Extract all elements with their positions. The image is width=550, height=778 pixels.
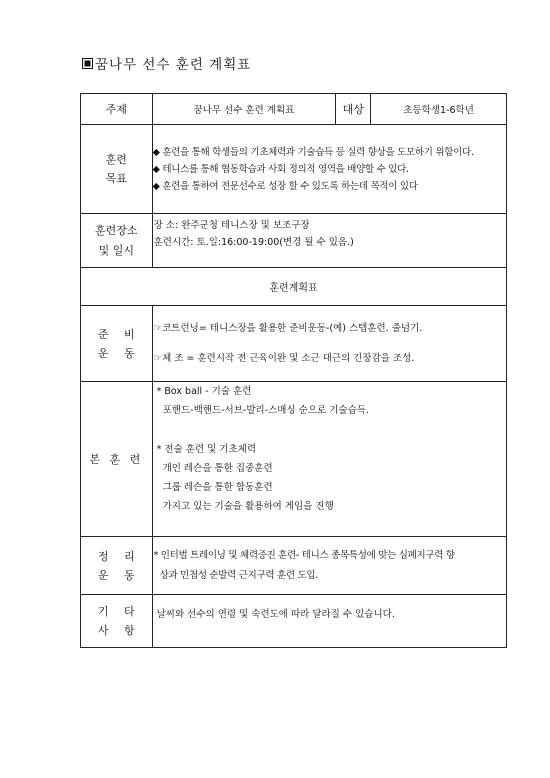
target-value: 초등학생1-6학년 (371, 94, 507, 125)
prep-row (81, 306, 507, 382)
cooldown-line: * 인터벌 트레이닝 및 체력증진 훈련- 테니스 종목특성에 맞는 심폐지구력 향 (153, 549, 455, 561)
cooldown-line: 상과 민첩성 순발력 근지구력 훈련 도입. (159, 569, 318, 581)
training-plan-table (80, 93, 507, 648)
cooldown-text (152, 537, 506, 595)
main-line: 가지고 있는 기술을 활용하여 게임을 진행 (156, 501, 334, 512)
topic-row (81, 94, 507, 125)
place-row (81, 214, 507, 268)
main-line: * 전술 훈련 및 기초체력 (156, 444, 257, 455)
etc-label (81, 595, 153, 648)
etc-row (81, 595, 507, 648)
goal-label (81, 125, 153, 214)
etc-label-line: 사 항 (97, 624, 141, 637)
place-label (81, 214, 153, 268)
prep-line: ☞체 조 = 훈련시작 전 근육이완 및 소근 대근의 긴장감을 조성. (153, 352, 415, 364)
place-text (152, 214, 506, 268)
place-line: 훈련시간: 토.일:16:00-19:00(변경 될 수 있음.) (153, 237, 354, 248)
prep-label-line: 준 비 (97, 327, 141, 341)
page-heading (82, 53, 251, 73)
place-line: 장 소: 완주군청 테니스장 및 보조구장 (153, 220, 310, 231)
main-training-row (81, 382, 507, 537)
main-line: 그룹 레슨을 통한 합동훈련 (156, 482, 273, 493)
main-line: * Box ball - 기술 훈련 (156, 386, 252, 397)
goal-line: ◆ 훈련을 통하여 전문선수로 성장 할 수 있도록 하는데 목적이 있다 (152, 180, 418, 192)
topic-value: 꿈나무 선수 훈련 계획표 (152, 94, 336, 125)
prep-text (152, 306, 506, 382)
goal-line: ◆ 훈련을 통해 학생들의 기초체력과 기술습득 등 실력 향상을 도모하기 위함이다. (152, 146, 474, 158)
cooldown-row (81, 537, 507, 595)
main-text (152, 382, 506, 537)
section-title: 훈련계획표 (81, 268, 507, 306)
cooldown-label (81, 537, 153, 595)
page-title: 꿈나무 선수 훈련 계획표 (95, 57, 252, 73)
place-label-line: 및 일시 (98, 243, 134, 257)
main-label: 본 훈 련 (81, 382, 153, 537)
cooldown-label-line: 정 리 (97, 549, 141, 563)
goal-row (81, 125, 507, 214)
etc-label-line: 기 타 (97, 605, 141, 618)
prep-line: ☞코트런닝= 테니스장을 활용한 준비운동-(예) 스텝훈련. 줄넘기. (153, 322, 423, 334)
etc-line: 날씨와 선수의 연령 및 숙련도에 따라 달라질 수 있습니다. (156, 609, 395, 620)
goal-label-line: 목표 (105, 172, 127, 185)
goal-text (152, 125, 506, 214)
place-label-line: 훈련장소 (95, 223, 138, 237)
cooldown-label-line: 운 동 (97, 568, 141, 582)
etc-text (152, 595, 506, 648)
prep-label-line: 운 동 (97, 346, 141, 360)
square-bullet-icon (82, 58, 93, 69)
prep-label (81, 306, 153, 382)
target-label: 대상 (336, 94, 371, 125)
main-spacer (157, 420, 506, 440)
main-line: 개인 레슨을 통한 집중훈련 (156, 463, 273, 474)
goal-line: ◆ 테니스를 통해 협동학습과 사회 정의적 영역을 배양할 수 있다. (152, 163, 409, 175)
main-line: 포핸드-백핸드-서브-발리-스매싱 순으로 기술습득. (156, 405, 369, 416)
goal-label-line: 훈련 (105, 153, 127, 166)
topic-label: 주제 (81, 94, 153, 125)
section-title-row (81, 268, 507, 306)
